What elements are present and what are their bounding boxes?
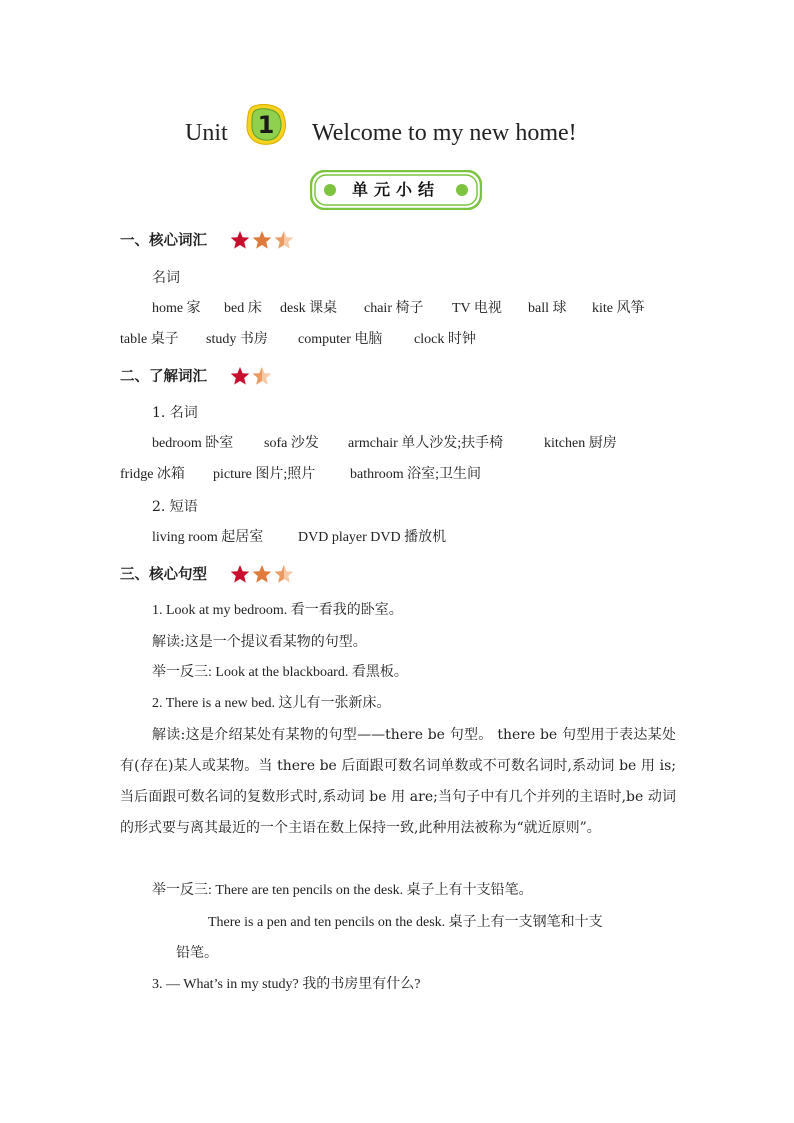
subheading-nouns: 名词	[152, 270, 180, 286]
vocab-line	[152, 528, 446, 548]
vocab-item: TV 电视	[452, 301, 502, 316]
sentence-1-example: 举一反三: Look at the blackboard. 看黑板。	[152, 665, 408, 680]
vocab-item: picture 图片;照片	[213, 467, 316, 482]
vocab-item: kite 风筝	[592, 301, 645, 316]
vocab-item: DVD player DVD 播放机	[298, 530, 447, 545]
vocab-item: computer 电脑	[298, 332, 383, 347]
vocab-item: sofa 沙发	[264, 436, 319, 451]
sentence-2-note: 解读:这是介绍某处有某物的句型——there be 句型。 there be 句型用于表达某处有(存在)某人或某物。当 there be 后面跟可数名词单数或不可数名词时,系动词 be 用 is;当后面跟可数名词的复数形式时,系动词 be 用 are;当句子中有几个并列的主语时,be 动词的形式要与离其最近的一个主语在数上保持一致,此种用法被称为“就近原则”。	[120, 727, 676, 836]
rating-stars-icon	[230, 366, 276, 386]
sentence-1-note: 解读:这是一个提议看某物的句型。	[152, 634, 367, 650]
rating-stars-icon	[230, 230, 298, 250]
sentence-1: 1. Look at my bedroom. 看一看我的卧室。	[152, 603, 403, 618]
sentence-2-example-cont: 铅笔。	[176, 945, 218, 961]
vocab-item: fridge 冰箱	[120, 467, 185, 482]
rating-stars-icon	[230, 564, 298, 584]
vocab-line	[152, 434, 617, 454]
section-heading-know-vocab: 二、了解词汇	[120, 369, 207, 385]
vocab-item: bedroom 卧室	[152, 436, 234, 451]
vocab-item: bathroom 浴室;卫生间	[350, 467, 482, 482]
vocab-line	[152, 299, 645, 319]
sentence-2-example: There is a pen and ten pencils on the desk. 桌子上有一支钢笔和十支	[208, 915, 603, 930]
unit-summary-badge	[310, 170, 482, 210]
vocab-item: table 桌子	[120, 332, 179, 347]
sentence-2: 2. There is a new bed. 这儿有一张新床。	[152, 696, 391, 711]
unit-number-badge	[244, 102, 288, 146]
sentence-3: 3. — What’s in my study? 我的书房里有什么?	[152, 977, 421, 992]
vocab-line	[120, 465, 481, 485]
vocab-item: bed 床	[224, 301, 262, 316]
unit-title	[0, 100, 794, 160]
unit-heading: Welcome to my new home!	[312, 120, 577, 146]
unit-summary-label: 单元小结	[351, 180, 440, 199]
vocab-item: armchair 单人沙发;扶手椅	[348, 436, 504, 451]
vocab-item: desk 课桌	[280, 301, 338, 316]
section-heading-core-sentence: 三、核心句型	[120, 567, 207, 583]
vocab-item: living room 起居室	[152, 530, 264, 545]
subheading-phrases: 2. 短语	[152, 499, 198, 515]
vocab-line	[120, 330, 476, 350]
section-heading-core-vocab: 一、核心词汇	[120, 233, 207, 249]
vocab-item: ball 球	[528, 301, 567, 316]
vocab-item: kitchen 厨房	[544, 436, 617, 451]
sentence-2-example: 举一反三: There are ten pencils on the desk. 桌子上有十支铅笔。	[152, 883, 533, 898]
vocab-item: home 家	[152, 301, 201, 316]
vocab-item: clock 时钟	[414, 332, 476, 347]
unit-label: Unit	[185, 120, 228, 146]
vocab-item: study 书房	[206, 332, 268, 347]
unit-number: 1	[257, 111, 275, 139]
vocab-item: chair 椅子	[364, 301, 424, 316]
subheading-nouns: 1. 名词	[152, 405, 198, 421]
